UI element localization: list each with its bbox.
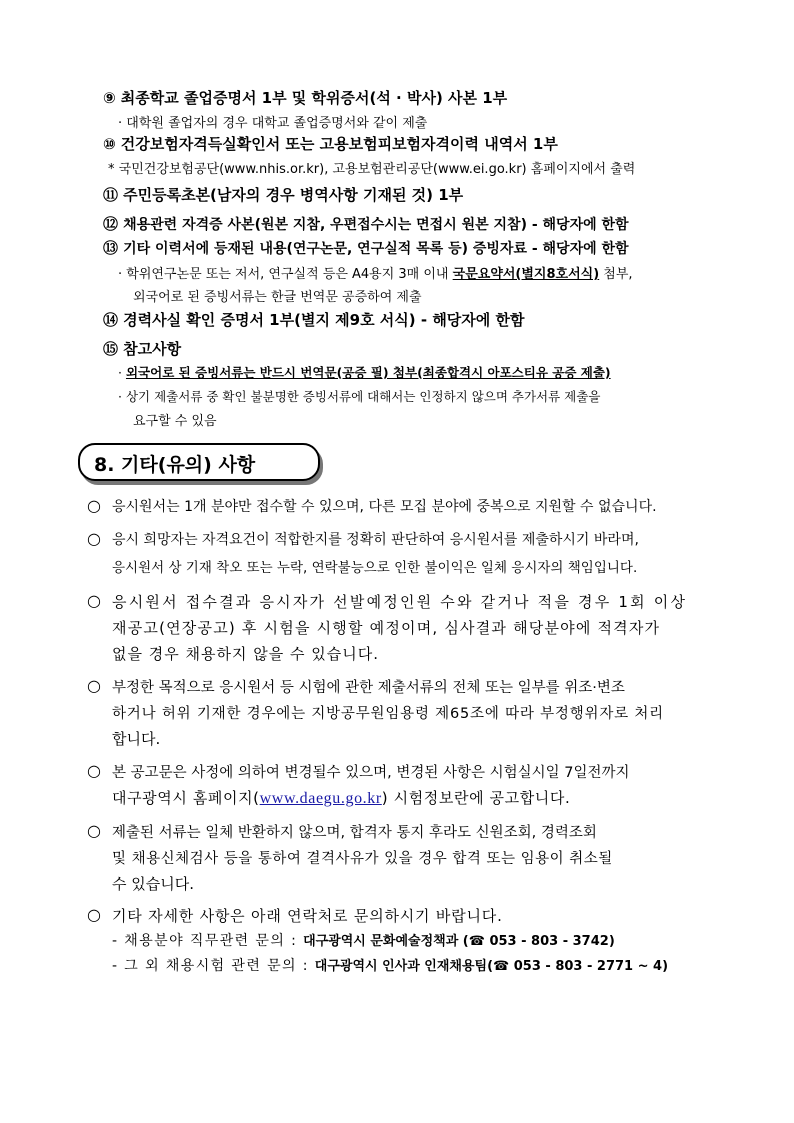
bullet-5-line-2 [112, 787, 570, 808]
bullet-6-line-3: 수 있습니다. [112, 875, 194, 893]
item-12-marker: ⑫ [103, 215, 119, 233]
item-13-sub-1-underlined: 국문요약서(별지8호서식) [452, 267, 600, 282]
bullet-6-line-2: 및 채용신체검사 등을 통하여 결격사유가 있을 경우 합격 또는 임용이 취소될 [112, 851, 613, 867]
item-13-sub-1-pre: 학위연구논문 또는 저서, 연구실적 등은 A4용지 3매 이내 [126, 267, 453, 282]
contact-1-label: - 채용분야 직무관련 문의 : [112, 933, 304, 949]
item-13 [103, 237, 629, 258]
bullet-3-line-2: 재공고(연장공고) 후 시험을 시행할 예정이며, 심사결과 해당분야에 적격자가 [112, 619, 661, 637]
item-15 [103, 338, 181, 359]
item-10-marker: ⑩ [103, 135, 116, 153]
item-9 [103, 87, 507, 108]
item-9-marker: ⑨ [103, 89, 116, 107]
item-15-text: 참고사항 [123, 340, 182, 358]
dot-bullet: · [118, 267, 123, 282]
bullet-5-line-2-pre: 대구광역시 홈페이지( [112, 789, 260, 807]
dot-bullet: · [118, 116, 123, 131]
item-13-marker: ⑬ [103, 239, 119, 257]
contact-2 [112, 955, 668, 975]
bullet-2-line-1: 응시 희망자는 자격요건이 적합한지를 정확히 판단하여 응시원서를 제출하시기 바라며, [112, 532, 639, 548]
item-13-sub-1-post: 첨부, [599, 267, 633, 282]
item-11-text: 주민등록초본(남자의 경우 병역사항 기재된 것) 1부 [123, 186, 464, 204]
bullet-circle-icon: ○ [87, 496, 101, 515]
dot-bullet: · [118, 389, 122, 404]
item-11 [103, 184, 463, 205]
bullet-circle-icon: ○ [87, 821, 101, 840]
item-10-sub [108, 158, 635, 177]
bullet-2-line-2: 응시원서 상 기재 착오 또는 누락, 연락불능으로 인한 불이익은 일체 응시자의 책임입니다. [112, 560, 638, 576]
bullet-4-line-1: 부정한 목적으로 응시원서 등 시험에 관한 제출서류의 전체 또는 일부를 위조·변조 [112, 680, 625, 696]
bullet-circle-icon: ○ [87, 761, 101, 780]
item-12-text: 채용관련 자격증 사본(원본 지참, 우편접수시는 면접시 원본 지참) - 해당자에 한함 [123, 217, 629, 233]
bullet-5-line-2-post: ) 시험정보란에 공고합니다. [381, 789, 571, 807]
item-15-sub-2 [118, 387, 600, 405]
bullet-7-line-1: 기타 자세한 사항은 아래 연락처로 문의하시기 바랍니다. [112, 907, 503, 925]
bullet-5-line-1: 본 공고문은 사정에 의하여 변경될수 있으며, 변경된 사항은 시험실시일 7일전까지 [112, 765, 630, 781]
star-bullet: * [108, 162, 115, 177]
item-9-sub [118, 112, 427, 131]
item-14 [103, 309, 524, 330]
bullet-4-line-2: 하거나 허위 기재한 경우에는 지방공무원임용령 제65조에 따라 부정행위자로 처리 [112, 706, 664, 722]
bullet-6-line-1: 제출된 서류는 일체 반환하지 않으며, 합격자 통지 후라도 신원조회, 경력조회 [112, 825, 597, 841]
item-9-sub-text: 대학원 졸업자의 경우 대학교 졸업증명서와 같이 제출 [126, 116, 428, 131]
bullet-circle-icon: ○ [87, 905, 101, 924]
item-10-sub-text: 국민건강보험공단(www.nhis.or.kr), 고용보험관리공단(www.ei.go.kr) 홈페이지에서 출력 [118, 162, 636, 177]
item-10 [103, 133, 558, 154]
bullet-4-line-3: 합니다. [112, 730, 161, 748]
item-14-text: 경력사실 확인 증명서 1부(별지 제9호 서식) - 해당자에 한함 [123, 311, 525, 329]
item-15-sub-1-text: 외국어로 된 증빙서류는 반드시 번역문(공증 필) 첨부(최종합격시 아포스티유 공증 제출) [125, 365, 611, 380]
item-11-marker: ⑪ [103, 186, 119, 204]
item-15-sub-2-text: 상기 제출서류 중 확인 불분명한 증빙서류에 대해서는 인정하지 않으며 추가서류 제출을 [125, 389, 601, 404]
bullet-3-line-3: 없을 경우 채용하지 않을 수 있습니다. [112, 645, 379, 663]
bullet-3-line-1: 응시원서 접수결과 응시자가 선발예정인원 수와 같거나 적을 경우 1회 이상 [112, 593, 688, 611]
item-13-sub-2: 외국어로 된 증빙서류는 한글 번역문 공증하여 제출 [133, 290, 422, 305]
contact-1-value: 대구광역시 문화예술정책과 (☎ 053 - 803 - 3742) [303, 934, 615, 949]
item-10-text: 건강보험자격득실확인서 또는 고용보험피보험자격이력 내역서 1부 [120, 135, 558, 153]
section-8-title: 8. 기타(유의) 사항 [94, 454, 256, 476]
daegu-homepage-link[interactable]: www.daegu.go.kr [259, 790, 382, 807]
item-13-sub-1 [118, 263, 633, 282]
item-9-text: 최종학교 졸업증명서 1부 및 학위증서(석 · 박사) 사본 1부 [120, 89, 508, 107]
item-14-marker: ⑭ [103, 311, 119, 329]
contact-2-label: - 그 외 채용시험 관련 문의 : [112, 958, 315, 974]
contact-1 [112, 930, 615, 950]
item-12 [103, 213, 629, 234]
item-15-sub-1 [118, 363, 611, 381]
bullet-1-line-1: 응시원서는 1개 분야만 접수할 수 있으며, 다른 모집 분야에 중복으로 지원할 수 없습니다. [112, 499, 657, 515]
item-13-text: 기타 이력서에 등재된 내용(연구논문, 연구실적 목록 등) 증빙자료 - 해당자에 한함 [123, 241, 629, 257]
bullet-circle-icon: ○ [87, 529, 101, 548]
contact-2-value: 대구광역시 인사과 인재채용팀(☎ 053 - 803 - 2771 ~ 4) [314, 959, 669, 974]
item-15-marker: ⑮ [103, 340, 119, 358]
bullet-circle-icon: ○ [87, 591, 101, 610]
item-15-sub-2b: 요구할 수 있음 [133, 414, 217, 429]
dot-bullet: · [118, 365, 122, 380]
section-8-heading [78, 443, 320, 481]
bullet-circle-icon: ○ [87, 676, 101, 695]
